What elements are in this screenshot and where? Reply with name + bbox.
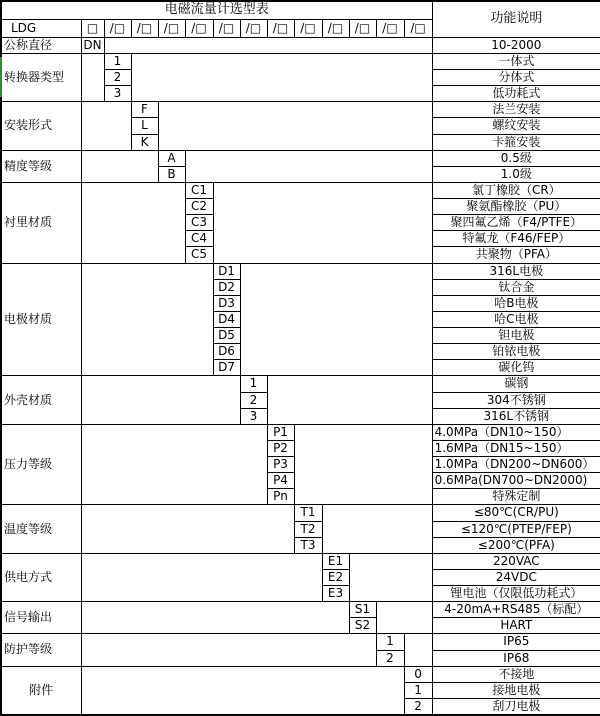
empty-cell [81,666,404,715]
empty-cell [294,424,432,505]
option-description: 4-20mA+RS485（标配） [432,602,600,618]
empty-cell [185,150,432,182]
empty-cell [376,602,432,634]
empty-cell [81,553,322,601]
empty-cell [81,182,185,263]
empty-cell [131,53,432,101]
model-code-slot: /□ [104,19,131,37]
option-code: D5 [213,328,240,344]
option-description: 哈B电极 [432,295,600,311]
option-code: C2 [185,199,213,215]
empty-cell [213,182,432,263]
table-title: 电磁流量计选型表 [1,1,432,19]
option-description: 0.5级 [432,150,600,166]
option-code: C5 [185,247,213,263]
model-code-slot: /□ [267,19,294,37]
empty-cell [81,53,104,101]
option-code: P2 [267,440,294,456]
option-code: C3 [185,215,213,231]
group-label: 电极材质 [1,263,81,376]
option-code: 3 [240,408,267,424]
option-description: 卡箍安装 [432,134,600,150]
option-description: 哈C电极 [432,311,600,327]
group-label: 衬里材质 [1,182,81,263]
option-code: D2 [213,279,240,295]
option-code: A [158,150,185,166]
option-description: 24VDC [432,569,600,585]
group-label: 安装形式 [1,102,81,150]
option-code: T1 [294,505,322,521]
option-description: 锂电池（仅限低功耗式） [432,586,600,602]
option-code: DN [81,37,104,53]
option-code: P3 [267,457,294,473]
option-description: 刮刀电极 [432,698,600,715]
option-code: L [131,118,158,134]
option-code: 2 [404,698,432,715]
option-description: 螺纹安装 [432,118,600,134]
option-code: P4 [267,473,294,489]
empty-cell [81,263,213,376]
option-code: 0 [404,666,432,682]
option-code: E2 [322,569,349,585]
empty-cell [81,602,349,634]
empty-cell [158,102,432,150]
option-description: ≤80℃(CR/PU) [432,505,600,521]
option-code: S1 [349,602,376,618]
model-code-slot: /□ [376,19,404,37]
model-code-slot: /□ [294,19,322,37]
option-description: 聚四氟乙烯（F4/PTFE） [432,215,600,231]
empty-cell [322,505,432,553]
option-description: 304不锈钢 [432,392,600,408]
option-description: 分体式 [432,70,600,86]
option-description: 10-2000 [432,37,600,53]
model-code-box: □ [81,19,104,37]
option-code: C1 [185,182,213,198]
option-code: T3 [294,537,322,553]
empty-cell [81,376,240,424]
empty-cell [81,102,131,150]
option-description: 碳钢 [432,376,600,392]
model-code-slot: /□ [185,19,213,37]
option-description: 接地电极 [432,682,600,698]
option-description: 1.6MPa（DN15~150） [432,440,600,456]
option-description: 一体式 [432,53,600,69]
option-code: D6 [213,344,240,360]
option-code: D4 [213,311,240,327]
option-description: 特氟龙（F46/FEP） [432,231,600,247]
option-code: C4 [185,231,213,247]
model-code-slot: /□ [404,19,432,37]
group-label: 温度等级 [1,505,81,553]
option-code: 1 [376,634,404,650]
empty-cell [240,263,432,376]
option-description: ≤200℃(PFA) [432,537,600,553]
empty-cell [81,150,158,182]
model-code-slot: /□ [158,19,185,37]
model-code-slot: /□ [322,19,349,37]
option-code: E3 [322,586,349,602]
group-label: 压力等级 [1,424,81,505]
option-description: 特殊定制 [432,489,600,505]
option-code: T2 [294,521,322,537]
option-code: E1 [322,553,349,569]
option-description: 氯丁橡胶（CR） [432,182,600,198]
option-code: K [131,134,158,150]
option-code: D1 [213,263,240,279]
option-code: 1 [104,53,131,69]
option-description: ≤120℃(PTEP/FEP) [432,521,600,537]
model-code-prefix: LDG [1,19,81,37]
empty-cell [349,553,432,601]
option-description: 1.0级 [432,166,600,182]
option-code: B [158,166,185,182]
empty-cell [404,634,432,666]
empty-cell [81,424,267,505]
option-code: 1 [240,376,267,392]
option-description: 不接地 [432,666,600,682]
group-label: 供电方式 [1,553,81,601]
option-description: 220VAC [432,553,600,569]
empty-cell [81,634,376,666]
option-code: 1 [404,682,432,698]
option-code: 2 [376,650,404,666]
option-code: P1 [267,424,294,440]
model-code-slot: /□ [240,19,267,37]
group-label: 防护等级 [1,634,81,666]
option-description: 低功耗式 [432,86,600,102]
option-description: 法兰安装 [432,102,600,118]
option-description: 1.0MPa（DN200~DN600） [432,457,600,473]
group-label: 转换器类型 [1,53,81,101]
model-code-slot: /□ [349,19,376,37]
option-description: 4.0MPa（DN10~150） [432,424,600,440]
group-label: 精度等级 [1,150,81,182]
option-code: D3 [213,295,240,311]
option-description: 钽电极 [432,328,600,344]
empty-cell [104,37,432,53]
option-description: IP68 [432,650,600,666]
option-code: S2 [349,618,376,634]
empty-cell [81,505,294,553]
option-description: IP65 [432,634,600,650]
option-code: Pn [267,489,294,505]
option-code: 2 [240,392,267,408]
option-code: D7 [213,360,240,376]
option-description: 316L电极 [432,263,600,279]
option-description: 铂铱电极 [432,344,600,360]
option-description: 钛合金 [432,279,600,295]
option-description: 碳化钨 [432,360,600,376]
option-description: 316L不锈钢 [432,408,600,424]
group-label: 外壳材质 [1,376,81,424]
group-label: 信号输出 [1,602,81,634]
option-description: 共聚物（PFA） [432,247,600,263]
group-label: 附件 [1,666,81,715]
option-description: 聚氨酯橡胶（PU） [432,199,600,215]
model-code-slot: /□ [131,19,158,37]
group-label: 公称直径 [1,37,81,53]
option-code: 3 [104,86,131,102]
option-description: HART [432,618,600,634]
left-edge-artifact [0,57,2,97]
empty-cell [267,376,432,424]
option-description: 0.6MPa(DN700~DN2000) [432,473,600,489]
option-code: 2 [104,70,131,86]
model-code-slot: /□ [213,19,240,37]
option-code: F [131,102,158,118]
column-header-function: 功能说明 [432,1,600,37]
